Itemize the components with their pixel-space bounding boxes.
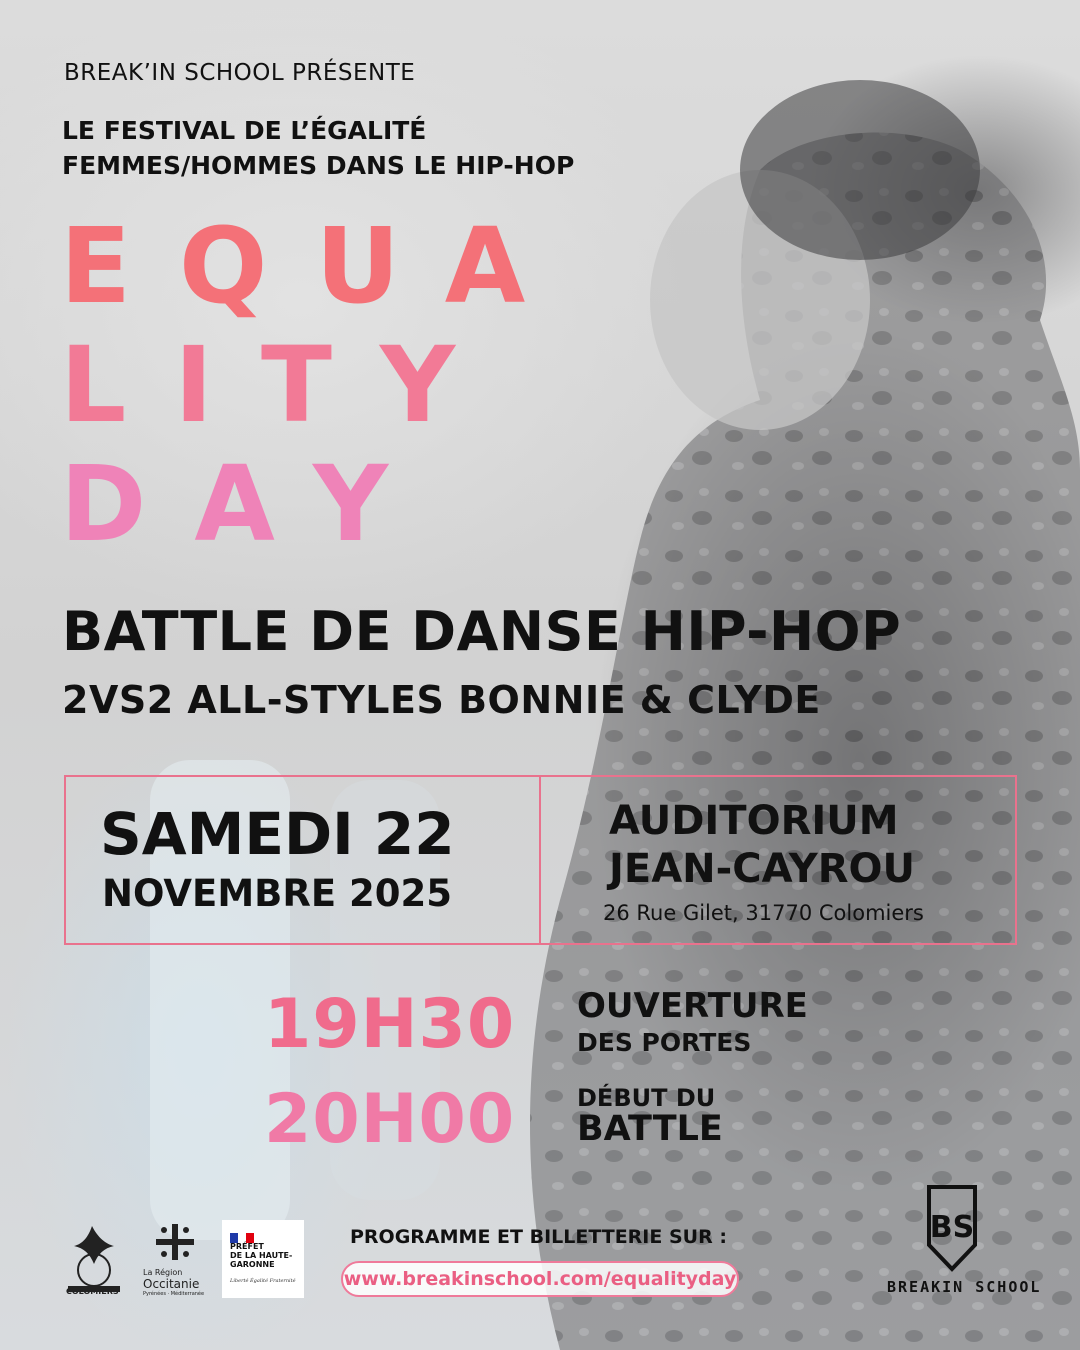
breakin-school-mark: BS bbox=[929, 1210, 975, 1245]
presenter-line: BREAK’IN SCHOOL PRÉSENTE bbox=[64, 60, 416, 86]
battle-label-line2: BATTLE bbox=[577, 1109, 723, 1149]
event-month-year: NOVEMBRE 2025 bbox=[102, 872, 452, 915]
doors-label-line1: OUVERTURE bbox=[577, 986, 808, 1026]
breakin-school-logo bbox=[925, 1183, 979, 1273]
event-headline: BATTLE DE DANSE HIP-HOP bbox=[62, 600, 902, 663]
prefet-motto: Liberté Égalité Fraternité bbox=[230, 1278, 296, 1284]
ticketing-link[interactable]: www.breakinschool.com/equalityday bbox=[341, 1261, 739, 1297]
region-logo-line1: La Région bbox=[143, 1268, 183, 1277]
region-logo-line3: Pyrénées · Méditerranée bbox=[143, 1291, 205, 1297]
colomiers-logo-text: COLOMIERS bbox=[66, 1287, 119, 1296]
festival-tagline-line1: LE FESTIVAL DE L’ÉGALITÉ bbox=[62, 116, 427, 145]
french-flag-icon bbox=[230, 1228, 254, 1238]
occitanie-cross-icon bbox=[150, 1222, 200, 1262]
venue-name-line1: AUDITORIUM bbox=[609, 798, 899, 844]
breakin-school-name: BREAKIN SCHOOL bbox=[887, 1278, 1042, 1296]
event-subheadline: 2VS2 ALL-STYLES BONNIE & CLYDE bbox=[62, 678, 821, 722]
battle-time: 20H00 bbox=[264, 1080, 516, 1159]
title-line-lity: LITY bbox=[60, 324, 504, 446]
venue-name-line2: JEAN-CAYROU bbox=[609, 846, 915, 892]
prefet-line1: PRÉFET bbox=[230, 1242, 264, 1251]
ticketing-label: PROGRAMME ET BILLETTERIE SUR : bbox=[350, 1226, 727, 1248]
event-day: SAMEDI 22 bbox=[100, 800, 455, 868]
festival-tagline-line2: FEMMES/HOMMES DANS LE HIP-HOP bbox=[62, 151, 575, 180]
prefet-line2: DE LA HAUTE- bbox=[230, 1251, 293, 1260]
doors-time: 19H30 bbox=[264, 985, 516, 1064]
prefet-logo-text bbox=[230, 1242, 292, 1269]
title-line-day: DAY bbox=[60, 443, 437, 565]
battle-label-line1: DÉBUT DU bbox=[577, 1084, 716, 1112]
title-line-equa: EQUA bbox=[60, 205, 574, 327]
prefet-logo bbox=[222, 1220, 304, 1298]
prefet-line3: GARONNE bbox=[230, 1260, 275, 1269]
region-logo-line2: Occitanie bbox=[143, 1277, 200, 1291]
festival-tagline bbox=[62, 113, 574, 183]
venue-name bbox=[609, 797, 915, 893]
doors-label-line2: DES PORTES bbox=[577, 1028, 752, 1057]
venue-address: 26 Rue Gilet, 31770 Colomiers bbox=[603, 901, 924, 925]
